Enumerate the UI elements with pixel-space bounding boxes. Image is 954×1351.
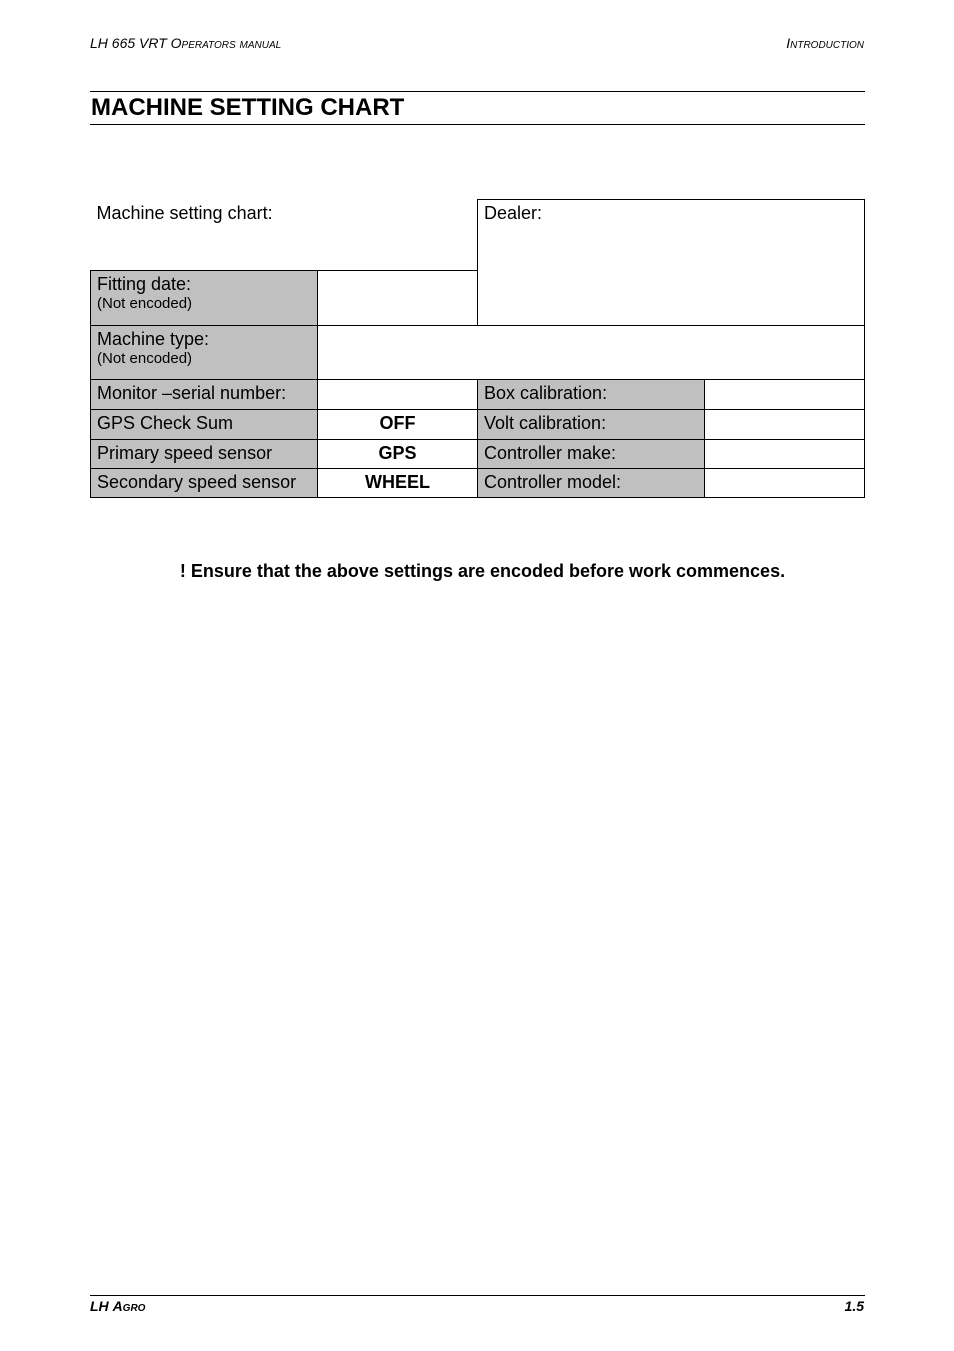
row-right-value[interactable] [705,410,865,440]
row-value[interactable]: GPS [318,440,478,469]
row-right-label: Box calibration: [478,380,705,410]
row-value[interactable]: OFF [318,410,478,440]
machine-setting-chart-label-cell [91,200,478,271]
header-manual-suffix: Operators manual [170,35,282,51]
page-title: MACHINE SETTING CHART [91,94,405,121]
fitting-date-label: Fitting date: [97,274,192,294]
row-right-value[interactable] [705,440,865,469]
footer-company [90,1298,145,1314]
machine-type-value[interactable] [318,326,865,380]
dealer-label: Dealer: [484,203,543,223]
title-bar [90,91,865,125]
row-right-value[interactable] [705,380,865,410]
machine-type-label: Machine type: [97,329,210,349]
row-right-value[interactable] [705,469,865,498]
footer-company-suffix: Agro [112,1298,146,1314]
header-section-name [786,35,864,51]
page-number: 1.5 [844,1298,864,1314]
footer-divider [90,1295,865,1296]
row-label: GPS Check Sum [91,410,318,440]
machine-setting-table [90,199,865,498]
row-right-label: Volt calibration: [478,410,705,440]
row-label: Primary speed sensor [91,440,318,469]
header-manual-prefix: LH 665 VRT [90,35,171,51]
row-right-label: Controller model: [478,469,705,498]
header-section-label: Introduction [786,35,864,51]
row-value[interactable]: WHEEL [318,469,478,498]
machine-setting-chart-label: Machine setting chart: [96,202,273,223]
row-value[interactable] [318,380,478,410]
header-manual-title [90,35,281,51]
fitting-date-label-cell [91,271,318,326]
fitting-date-note: (Not encoded) [97,295,193,312]
row-label: Secondary speed sensor [91,469,318,498]
dealer-cell[interactable] [478,200,865,326]
row-label: Monitor –serial number: [91,380,318,410]
machine-type-note: (Not encoded) [97,350,193,367]
encoding-notice: ! Ensure that the above settings are encoded before work commences. [179,561,786,581]
machine-type-label-cell [91,326,318,380]
footer-company-prefix: LH [90,1298,113,1314]
row-right-label: Controller make: [478,440,705,469]
fitting-date-value[interactable] [318,271,478,326]
